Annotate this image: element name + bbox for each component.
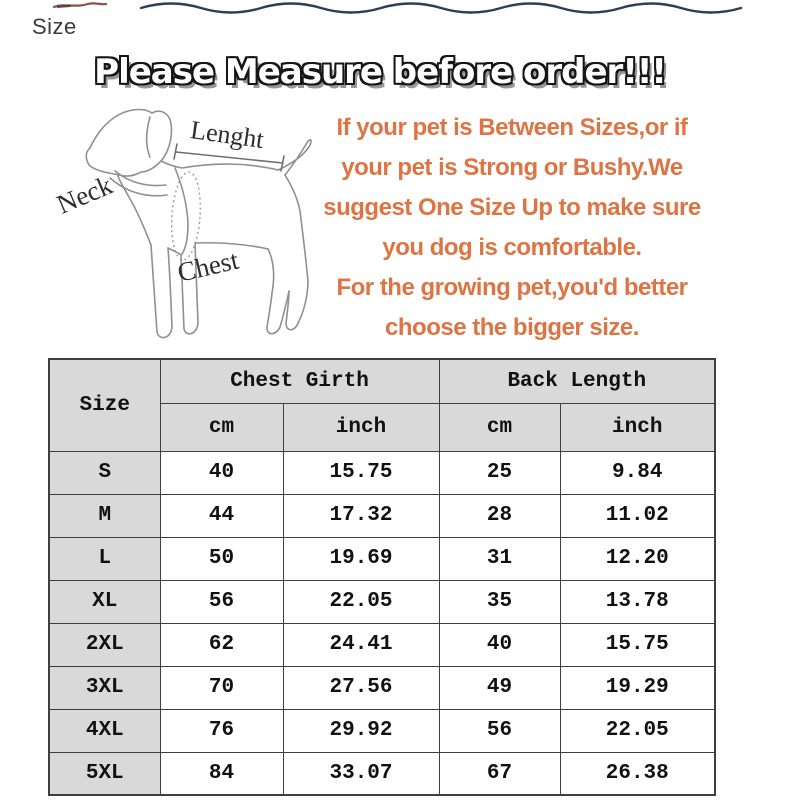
cell-back-cm: 25 (439, 451, 560, 494)
cell-back-cm: 49 (439, 666, 560, 709)
page-title: Please Measure before order!!! (94, 52, 666, 92)
dog-measurement-diagram (40, 105, 330, 350)
header-back-cm: cm (439, 403, 560, 451)
cell-size: S (49, 451, 160, 494)
table-row (49, 709, 715, 752)
cell-back-inch: 13.78 (560, 580, 715, 623)
cell-chest-cm: 62 (160, 623, 283, 666)
cell-size: M (49, 494, 160, 537)
cell-back-inch: 26.38 (560, 752, 715, 795)
cell-back-inch: 12.20 (560, 537, 715, 580)
cell-chest-cm: 56 (160, 580, 283, 623)
cell-chest-cm: 40 (160, 451, 283, 494)
chest-label: Chest (174, 244, 242, 288)
cell-size: 2XL (49, 623, 160, 666)
header-chest-cm: cm (160, 403, 283, 451)
cell-size: 4XL (49, 709, 160, 752)
table-group-header-row (49, 359, 715, 403)
cell-back-inch: 15.75 (560, 623, 715, 666)
sizing-advice-text (312, 108, 712, 348)
cell-back-cm: 28 (439, 494, 560, 537)
cell-chest-cm: 84 (160, 752, 283, 795)
table-row (49, 451, 715, 494)
cell-back-cm: 31 (439, 537, 560, 580)
cell-back-cm: 40 (439, 623, 560, 666)
cell-back-inch: 19.29 (560, 666, 715, 709)
cell-chest-inch: 22.05 (283, 580, 439, 623)
cell-back-cm: 35 (439, 580, 560, 623)
cell-chest-inch: 24.41 (283, 623, 439, 666)
wave-decoration (138, 0, 748, 16)
advice-line: choose the bigger size. (385, 314, 639, 341)
advice-line: you dog is comfortable. (382, 234, 642, 261)
header-chest-girth: Chest Girth (160, 359, 439, 403)
length-label: Lenght (188, 115, 266, 155)
cell-size: 5XL (49, 752, 160, 795)
scribble-decoration (50, 0, 110, 12)
cell-back-inch: 9.84 (560, 451, 715, 494)
table-row (49, 752, 715, 795)
advice-line: suggest One Size Up to make sure (323, 194, 701, 221)
cell-chest-cm: 70 (160, 666, 283, 709)
cell-chest-inch: 29.92 (283, 709, 439, 752)
cell-chest-inch: 33.07 (283, 752, 439, 795)
header-chest-inch: inch (283, 403, 439, 451)
cell-back-inch: 11.02 (560, 494, 715, 537)
cell-chest-inch: 27.56 (283, 666, 439, 709)
cell-back-inch: 22.05 (560, 709, 715, 752)
cell-chest-inch: 15.75 (283, 451, 439, 494)
header-size: Size (49, 359, 160, 451)
table-row (49, 580, 715, 623)
table-row (49, 537, 715, 580)
header-back-inch: inch (560, 403, 715, 451)
cell-chest-inch: 17.32 (283, 494, 439, 537)
table-row (49, 666, 715, 709)
cell-chest-inch: 19.69 (283, 537, 439, 580)
cell-size: L (49, 537, 160, 580)
chest-girth-ellipse (169, 171, 203, 261)
advice-line: your pet is Strong or Bushy.We (341, 154, 683, 181)
size-section-label: Size (32, 14, 77, 39)
cell-back-cm: 67 (439, 752, 560, 795)
cell-back-cm: 56 (439, 709, 560, 752)
size-chart-table (48, 358, 716, 796)
size-table-body (49, 451, 715, 795)
neck-label: Neck (52, 169, 117, 220)
advice-line: For the growing pet,you'd better (336, 274, 688, 301)
table-row (49, 494, 715, 537)
cell-chest-cm: 76 (160, 709, 283, 752)
cell-size: XL (49, 580, 160, 623)
header-back-length: Back Length (439, 359, 715, 403)
cell-size: 3XL (49, 666, 160, 709)
cell-chest-cm: 50 (160, 537, 283, 580)
advice-line: If your pet is Between Sizes,or if (336, 114, 688, 141)
table-row (49, 623, 715, 666)
cell-chest-cm: 44 (160, 494, 283, 537)
